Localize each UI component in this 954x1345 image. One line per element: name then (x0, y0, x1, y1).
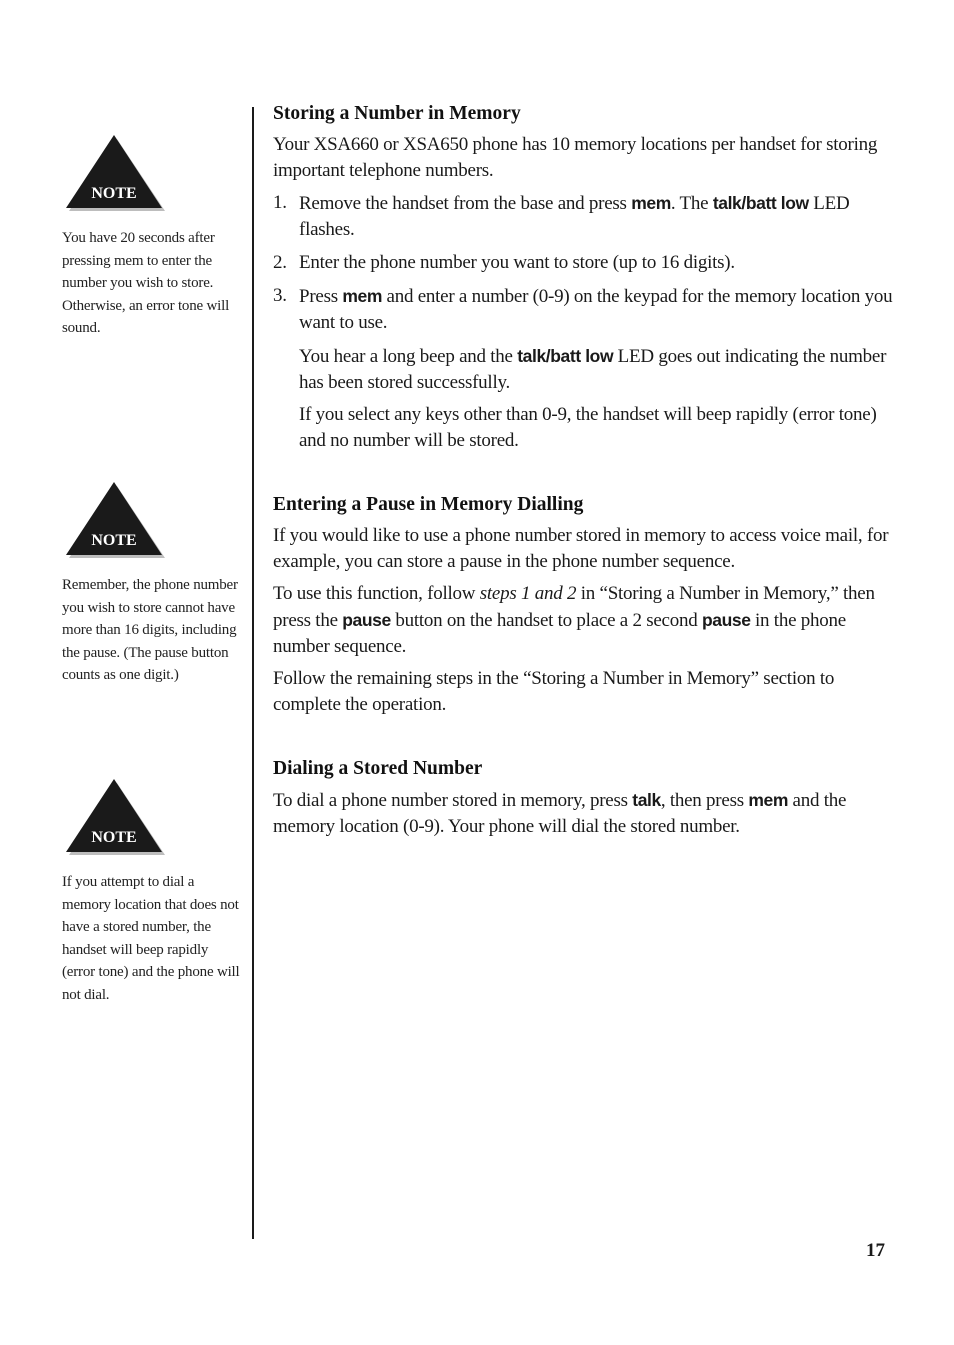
key-label: mem (631, 193, 671, 213)
step-number: 3. (273, 285, 287, 306)
column-divider (252, 107, 254, 1239)
main-content (273, 103, 898, 868)
step-text: LED flashes. (299, 193, 850, 240)
note-text: You have 20 seconds after pressing mem to enter the number you wish to store. Otherwise, an error tone will sound. (62, 230, 230, 336)
step-text: . The (670, 193, 713, 214)
note-badge-label: NOTE (91, 532, 137, 549)
key-label: pause (342, 610, 391, 630)
section-heading: Storing a Number in Memory (273, 103, 521, 124)
note-badge-label: NOTE (91, 829, 137, 846)
paragraph: To use this function, follow steps 1 and 2 in “Storing a Number in Memory,” then press the pause button on the handset to place a 2 second pause in the phone number sequence. (273, 583, 875, 657)
paragraph: To dial a phone number stored in memory, press talk, then press mem and the memory location (0-9). Your phone will dial the stored number. (273, 790, 847, 837)
step-number: 1. (273, 192, 287, 213)
steps-list (273, 190, 898, 336)
paragraph: If you would like to use a phone number stored in memory to access voice mail, for example, you can store a pause in the phone number sequence. (273, 525, 889, 572)
note-1 (62, 133, 242, 340)
key-label: mem (748, 790, 789, 810)
step-item (273, 250, 898, 276)
step-text: and enter a number (0-9) on the keypad for the memory location you want to use. (299, 286, 893, 333)
step-item (273, 190, 898, 243)
step-number: 2. (273, 252, 287, 273)
italic-text: steps 1 and 2 (479, 583, 577, 604)
key-label: talk (632, 790, 661, 810)
note-3 (62, 777, 242, 1006)
key-label: talk/batt low (517, 346, 614, 366)
note-2 (62, 480, 242, 687)
section-heading: Entering a Pause in Memory Dialling (273, 494, 584, 515)
step-result: If you select any keys other than 0-9, the handset will beep rapidly (error tone) and no number will be stored. (299, 404, 877, 451)
key-label: pause (701, 610, 751, 630)
note-badge-label: NOTE (91, 185, 137, 202)
section-dialing (273, 758, 898, 840)
section-pause (273, 494, 898, 718)
note-triangle-icon (62, 777, 166, 857)
key-label: mem (342, 286, 383, 306)
step-result: You hear a long beep and the talk/batt low LED goes out indicating the number has been stored successfully. (299, 346, 887, 393)
page-number: 17 (866, 1240, 885, 1261)
key-label: talk/batt low (712, 193, 809, 213)
note-triangle-icon (62, 480, 166, 560)
step-text: Remove the handset from the base and press (299, 193, 632, 214)
note-text: Remember, the phone number you wish to store cannot have more than 16 digits, including the pause. (The pause button counts as one digit.) (62, 577, 238, 683)
section-heading: Dialing a Stored Number (273, 758, 483, 779)
section-storing (273, 103, 898, 454)
intro-paragraph: Your XSA660 or XSA650 phone has 10 memory locations per handset for storing important telephone numbers. (273, 134, 878, 181)
paragraph: Follow the remaining steps in the “Storing a Number in Memory” section to complete the operation. (273, 668, 835, 715)
step-text: Enter the phone number you want to store (up to 16 digits). (299, 252, 735, 273)
note-triangle-icon (62, 133, 166, 213)
step-text: Press (299, 286, 343, 307)
note-text: If you attempt to dial a memory location that does not have a stored number, the handset will beep rapidly (error tone) and the phone will not dial. (62, 874, 240, 1003)
step-item (273, 283, 898, 336)
